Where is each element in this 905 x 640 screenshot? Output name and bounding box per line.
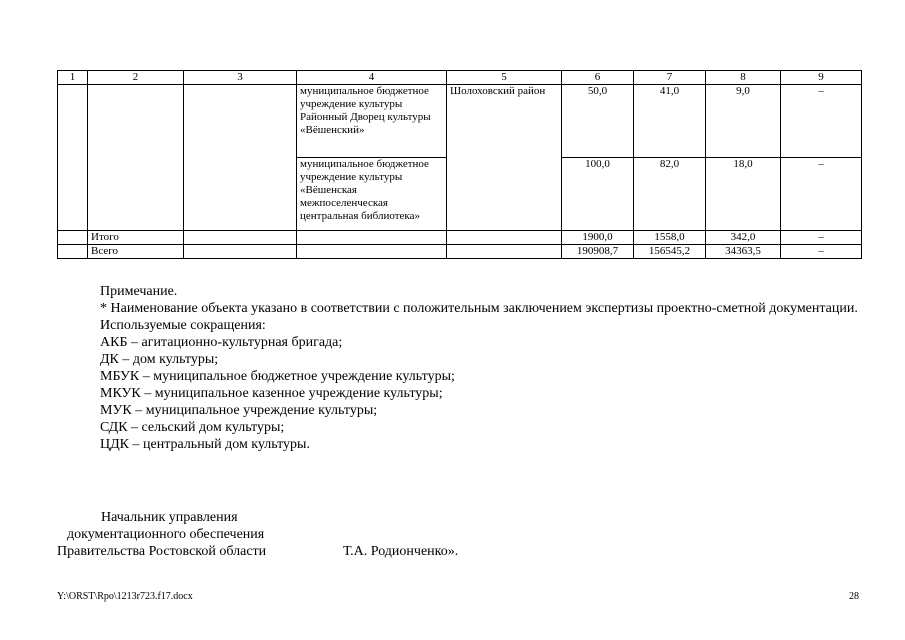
table-cell	[297, 231, 447, 245]
data-table	[57, 70, 862, 259]
abbreviation-item: МКУК – муниципальное казенное учреждение культуры;	[100, 386, 443, 401]
value-cell: 156545,2	[634, 245, 706, 259]
footnote: * Наименование объекта указано в соответствии с положительным заключением экспертизы проектно-сметной документации.	[100, 301, 858, 316]
abbreviation-item: СДК – сельский дом культуры;	[100, 420, 285, 435]
value-cell: 9,0	[706, 85, 781, 158]
table-cell	[184, 245, 297, 259]
value-cell: –	[781, 85, 862, 158]
value-cell: –	[781, 158, 862, 231]
table-cell	[184, 231, 297, 245]
table-cell	[58, 245, 88, 259]
value-cell: 100,0	[562, 158, 634, 231]
value-cell: –	[781, 245, 862, 259]
signature-block	[57, 509, 266, 560]
table-cell	[88, 85, 184, 231]
table-cell	[58, 231, 88, 245]
table-cell	[58, 85, 88, 231]
value-cell: 50,0	[562, 85, 634, 158]
table-header-row	[58, 71, 862, 85]
institution-name: муниципальное бюджетное учреждение культуры «Вёшенская межпоселенческая центральная библиотека»	[297, 158, 447, 231]
table-cell	[184, 85, 297, 231]
value-cell: 342,0	[706, 231, 781, 245]
table-row-total	[58, 245, 862, 259]
notes-title: Примечание.	[100, 284, 178, 299]
table-cell	[297, 245, 447, 259]
abbreviation-item: ЦДК – центральный дом культуры.	[100, 437, 310, 452]
header-cell: 2	[88, 71, 184, 85]
row-label: Итого	[88, 231, 184, 245]
signature-position-line: Начальник управления	[101, 510, 238, 525]
row-label: Всего	[88, 245, 184, 259]
value-cell: 1900,0	[562, 231, 634, 245]
header-cell: 9	[781, 71, 862, 85]
abbreviation-item: МБУК – муниципальное бюджетное учреждение культуры;	[100, 369, 455, 384]
signatory-name: Т.А. Родионченко».	[343, 544, 459, 559]
signature-position-line: Правительства Ростовской области	[57, 544, 267, 559]
abbreviation-item: МУК – муниципальное учреждение культуры;	[100, 403, 378, 418]
header-cell: 3	[184, 71, 297, 85]
table-cell	[447, 245, 562, 259]
value-cell: 41,0	[634, 85, 706, 158]
table-row	[58, 85, 862, 158]
header-cell: 5	[447, 71, 562, 85]
value-cell: 190908,7	[562, 245, 634, 259]
header-cell: 1	[58, 71, 88, 85]
header-cell: 8	[706, 71, 781, 85]
district-name: Шолоховский район	[447, 85, 562, 231]
header-cell: 4	[297, 71, 447, 85]
value-cell: 18,0	[706, 158, 781, 231]
value-cell: –	[781, 231, 862, 245]
abbreviations-title: Используемые сокращения:	[100, 318, 266, 333]
signature-position-line: документационного обеспечения	[67, 527, 265, 542]
table-cell	[447, 231, 562, 245]
page-number: 28	[849, 591, 859, 602]
notes-section	[57, 283, 861, 453]
header-cell: 6	[562, 71, 634, 85]
value-cell: 82,0	[634, 158, 706, 231]
value-cell: 1558,0	[634, 231, 706, 245]
institution-name: муниципальное бюджетное учреждение культуры Районный Дворец культуры «Вёшенский»	[297, 85, 447, 158]
footer-file-path: Y:\ORST\Rpo\1213r723.f17.docx	[57, 591, 193, 602]
table-row-subtotal	[58, 231, 862, 245]
abbreviation-item: ДК – дом культуры;	[100, 352, 219, 367]
value-cell: 34363,5	[706, 245, 781, 259]
abbreviation-item: АКБ – агитационно-культурная бригада;	[100, 335, 343, 350]
header-cell: 7	[634, 71, 706, 85]
